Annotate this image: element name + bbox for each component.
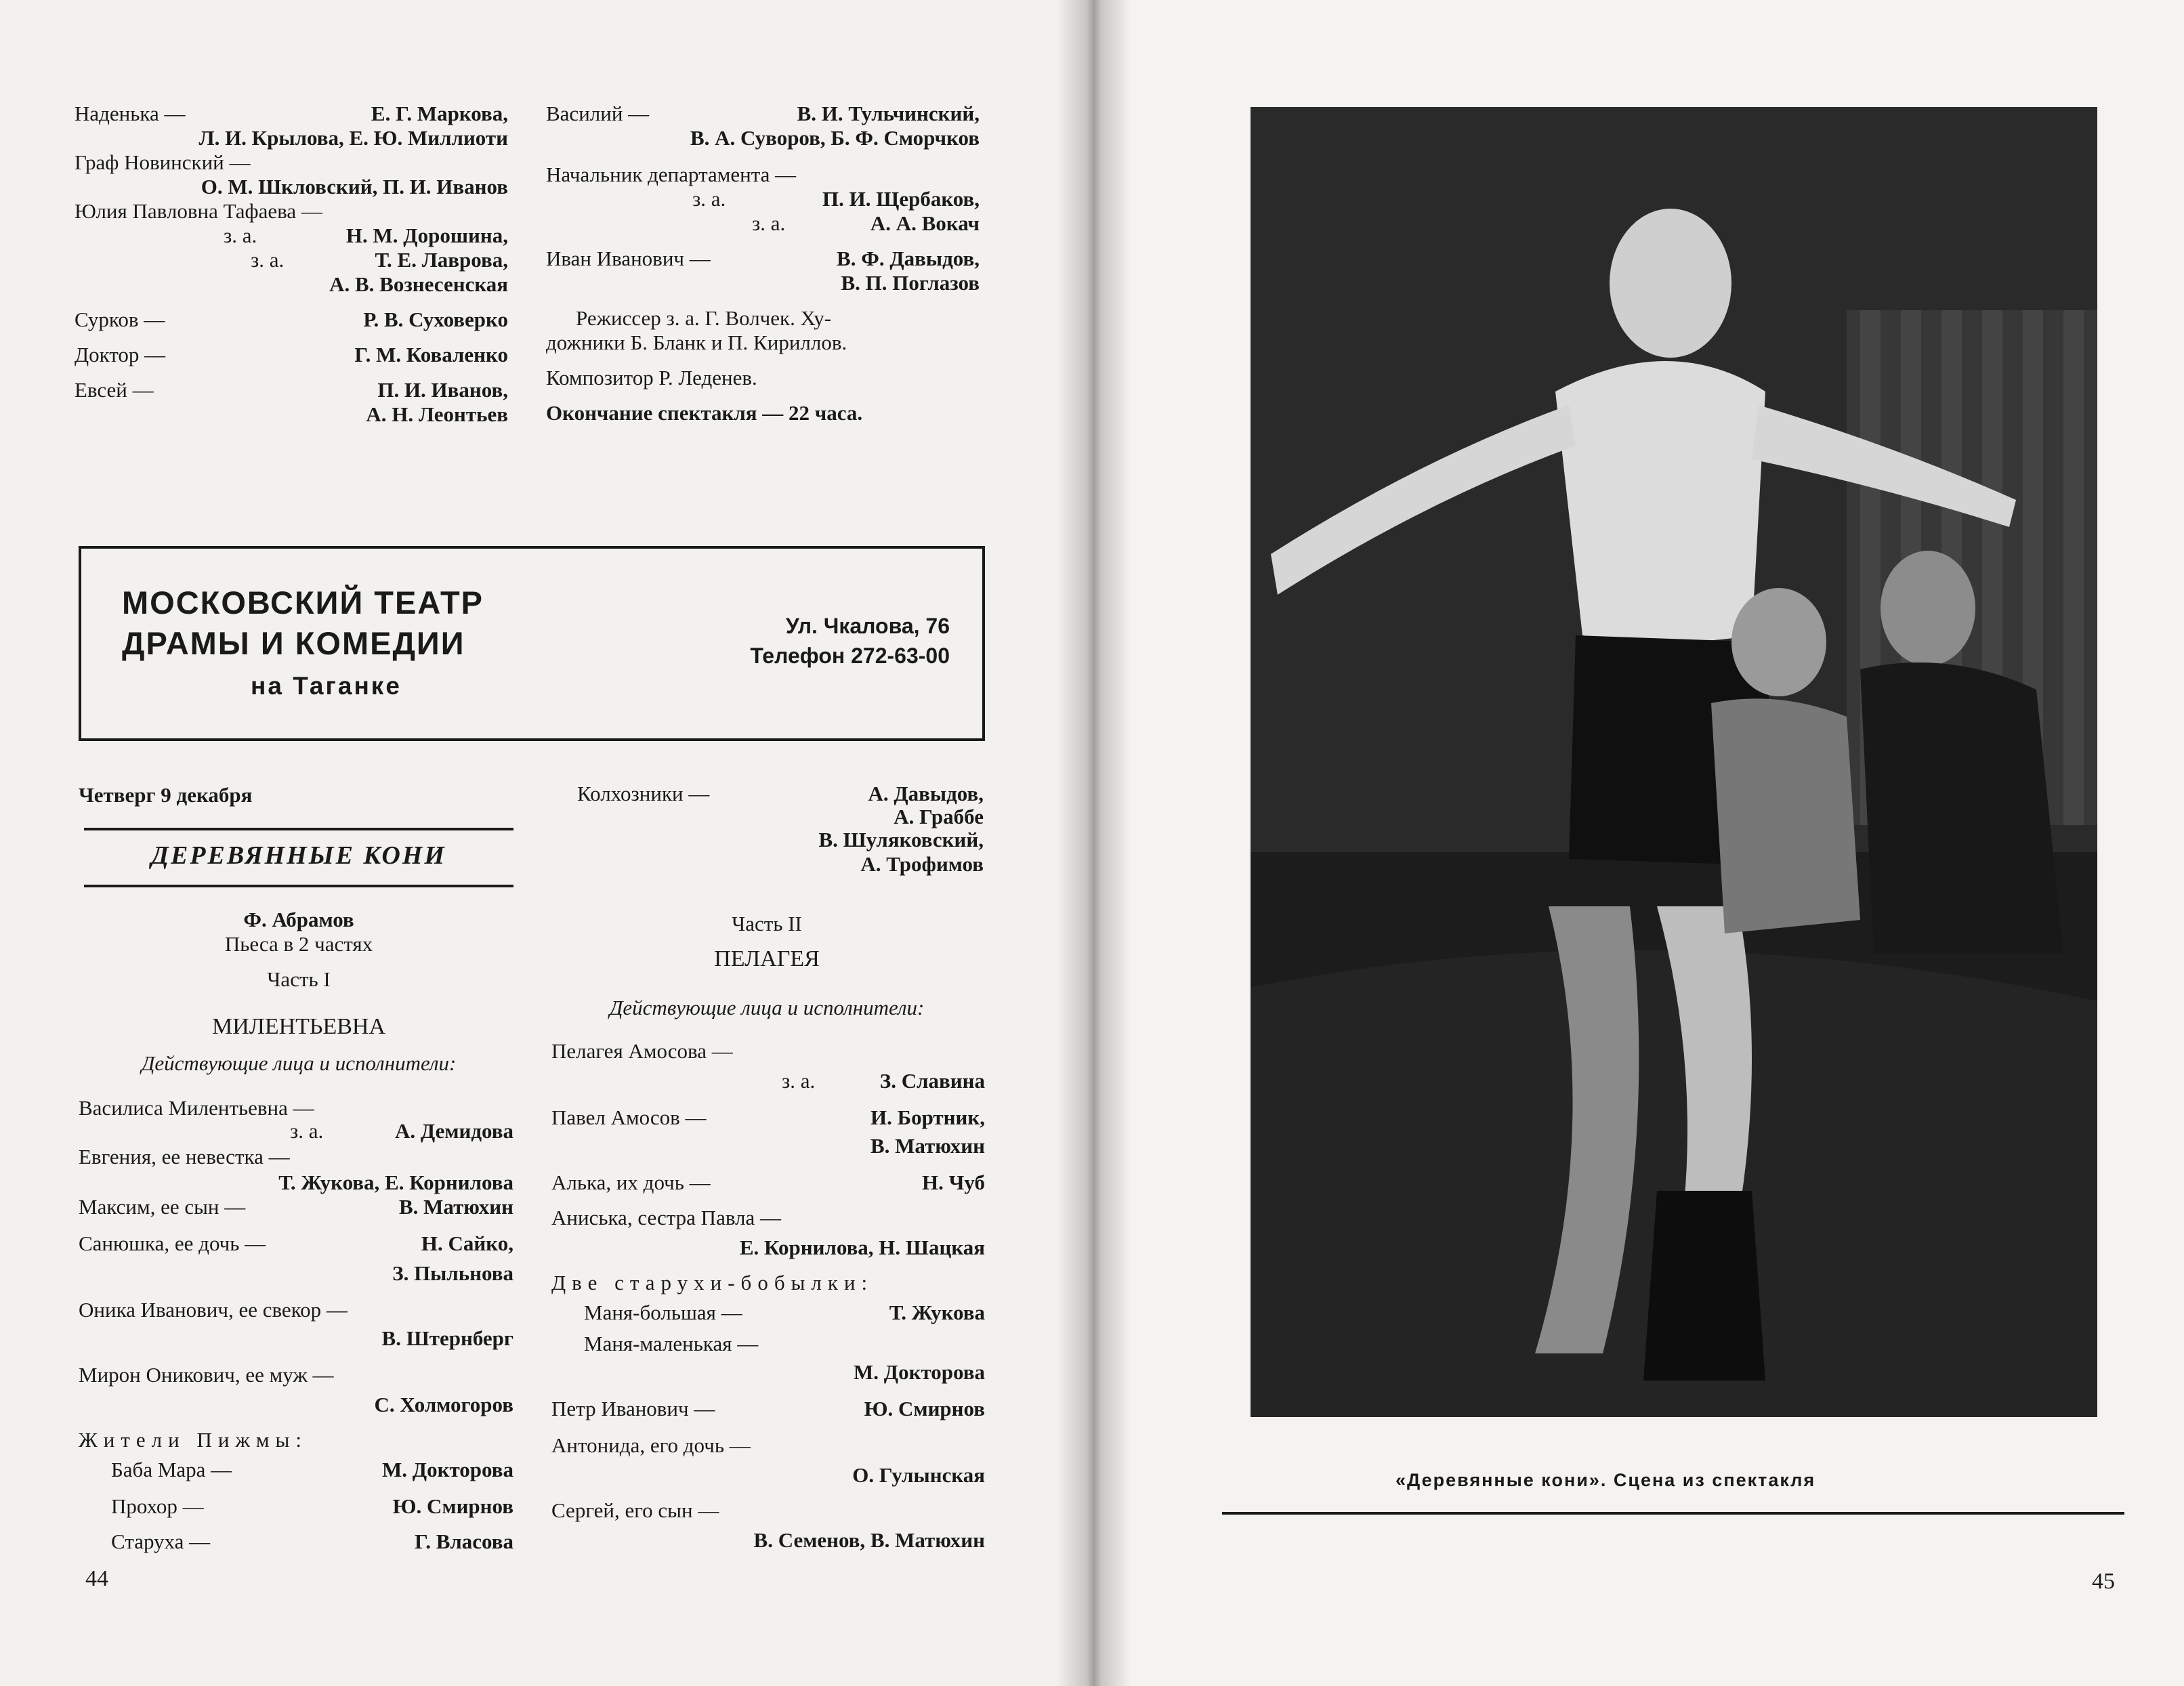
play-description: Пьеса в 2 частях (224, 932, 373, 956)
theatre-header-box (79, 546, 985, 741)
performance-date: Четверг 9 декабря (79, 783, 253, 807)
theatre-name-line1: МОСКОВСКИЙ ТЕАТР (122, 585, 484, 620)
play-title: ДЕРЕВЯННЫЕ КОНИ (151, 841, 446, 870)
caption-rule (1222, 1512, 2124, 1515)
book-gutter (1057, 0, 1131, 1686)
page-number-right: 45 (2092, 1569, 2115, 1594)
artists-line: дожники Б. Бланк и П. Кириллов. (546, 331, 847, 354)
theatre-location: на Таганке (251, 672, 402, 700)
scene-photo-illustration (1251, 107, 2097, 1417)
part2-title: ПЕЛАГЕЯ (714, 946, 820, 971)
title-rule-bottom (84, 885, 513, 887)
director-line: Режиссер з. а. Г. Волчек. Ху- (576, 306, 832, 330)
end-time-line: Окончание спектакля — 22 часа. (546, 401, 863, 425)
author: Ф. Абрамов (243, 908, 354, 931)
photo-caption: «Деревянные кони». Сцена из спектакля (1395, 1470, 1816, 1490)
page-number-left: 44 (85, 1566, 108, 1591)
part2-label: Часть II (732, 912, 802, 935)
composer-line: Композитор Р. Леденев. (546, 366, 757, 389)
part1-title: МИЛЕНТЬЕВНА (211, 1014, 385, 1039)
theatre-phone: Телефон 272-63-00 (750, 644, 950, 668)
title-rule-top (84, 828, 513, 830)
part1-label: Часть I (267, 967, 331, 991)
theatre-address: Ул. Чкалова, 76 (785, 614, 950, 638)
part2-cast-heading: Действующие лица и исполнители: (609, 996, 925, 1019)
theatre-name-line2: ДРАМЫ И КОМЕДИИ (122, 625, 465, 661)
part1-cast-heading: Действующие лица и исполнители: (141, 1051, 457, 1075)
scene-photo (1251, 107, 2097, 1417)
